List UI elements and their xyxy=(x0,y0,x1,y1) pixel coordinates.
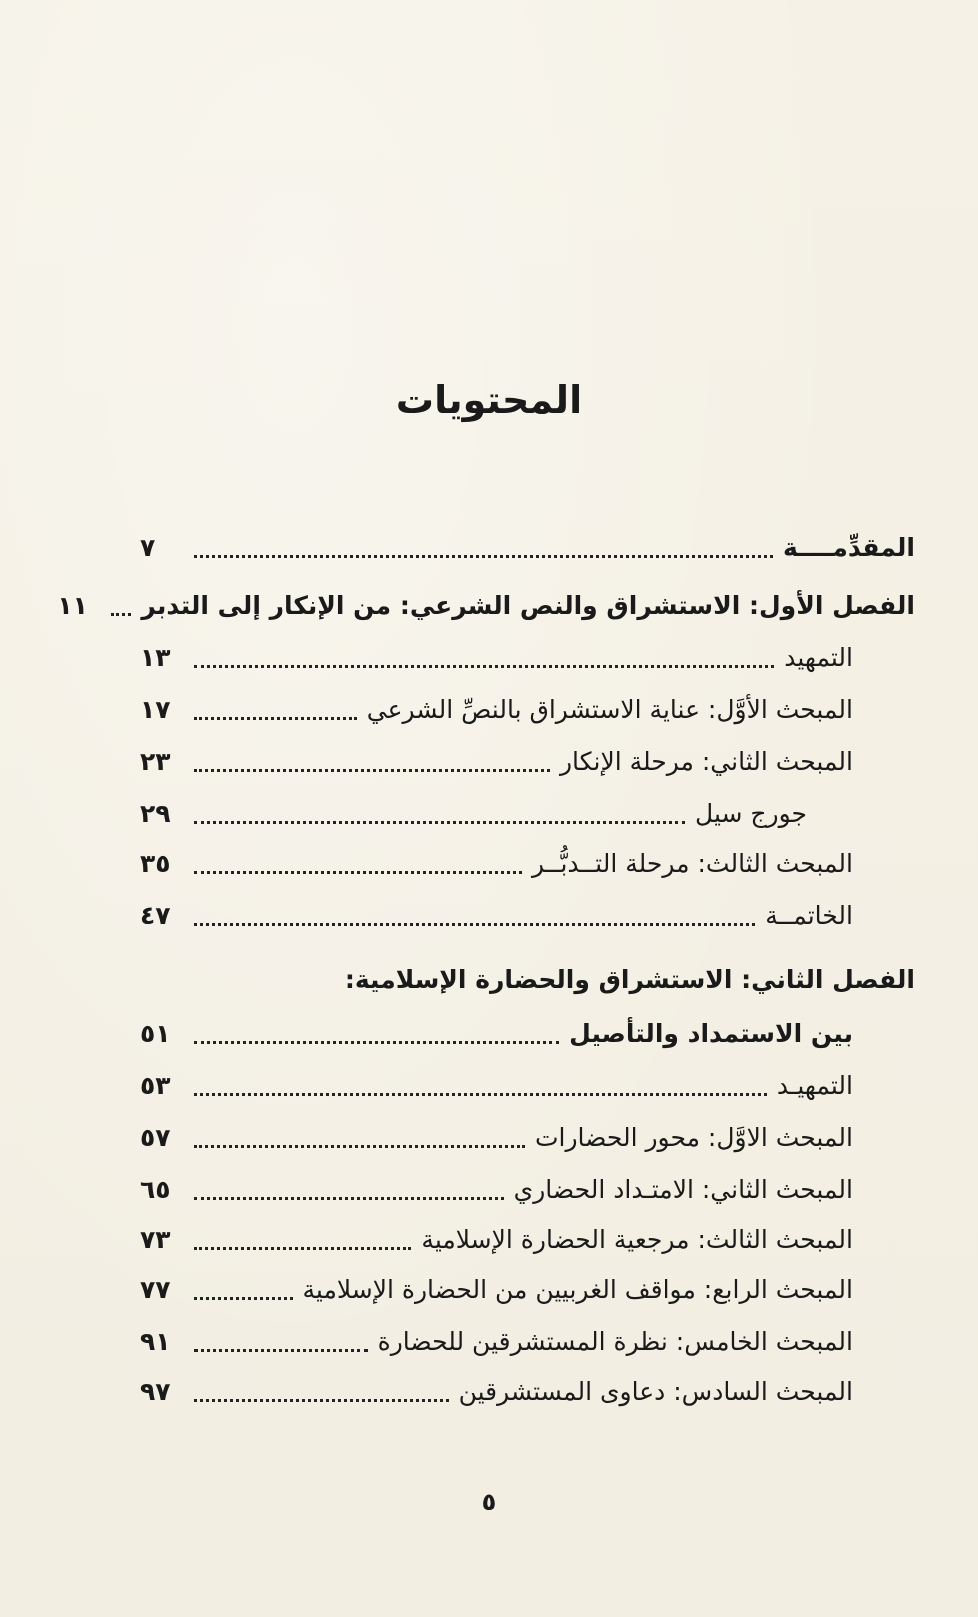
toc-entry-label: المبحث الأوَّل: عناية الاستشراق بالنصِّ الشرعي xyxy=(366,695,853,724)
toc-entry xyxy=(140,1218,915,1262)
dot-leader xyxy=(194,1093,767,1096)
dot-leader xyxy=(194,923,755,926)
toc-entry-label: المقدِّمــــة xyxy=(783,533,915,562)
dot-leader xyxy=(194,555,773,558)
dot-leader xyxy=(194,1297,293,1300)
toc-entry-label: المبحث الاوَّل: محور الحضارات xyxy=(534,1123,853,1152)
toc-entry-label: الخاتمــة xyxy=(765,901,853,930)
toc-entry-label: المبحث الثاني: الامتـداد الحضاري xyxy=(513,1175,853,1204)
toc-entry-page: ٧ xyxy=(140,533,156,562)
toc-entry-page: ١١ xyxy=(57,591,88,620)
toc-entry-page: ٧٣ xyxy=(140,1225,171,1254)
toc-entry-label: المبحث الرابع: مواقف الغربيين من الحضارة الإسلامية xyxy=(302,1275,853,1304)
toc-entry xyxy=(140,1064,915,1108)
toc-chapter-heading xyxy=(140,958,915,1002)
dot-leader xyxy=(111,613,131,616)
toc-entry-label: المبحث الخامس: نظرة المستشرقين للحضارة xyxy=(377,1327,853,1356)
dot-leader xyxy=(194,871,522,874)
toc-entry-page: ٥٣ xyxy=(140,1071,171,1100)
toc-entry-page: ٢٣ xyxy=(140,747,171,776)
dot-leader xyxy=(194,1399,449,1402)
toc-entry-page: ٥١ xyxy=(140,1019,171,1048)
dot-leader xyxy=(194,1349,368,1352)
toc-entry xyxy=(140,1168,915,1212)
toc-entry-label: المبحث السادس: دعاوى المستشرقين xyxy=(458,1377,853,1406)
toc-entry-page: ٩٧ xyxy=(140,1377,171,1406)
toc-entry xyxy=(140,688,915,732)
toc-entry-page: ٧٧ xyxy=(140,1275,171,1304)
toc-entry-page: ٣٥ xyxy=(140,849,171,878)
toc-entry xyxy=(140,894,915,938)
dot-leader xyxy=(194,1041,559,1044)
toc-entry xyxy=(140,1370,915,1414)
dot-leader xyxy=(194,665,774,668)
toc-entry-label: الفصل الأول: الاستشراق والنص الشرعي: من الإنكار إلى التدبر xyxy=(141,591,915,620)
toc-entry-label: المبحث الثالث: مرحلة التــدبُّــر xyxy=(532,849,853,878)
toc-entry-label: جورج سيل xyxy=(695,799,807,828)
page-title: المحتويات xyxy=(395,378,583,422)
toc-entry xyxy=(57,584,915,628)
dot-leader xyxy=(194,1197,504,1200)
toc-entry-page: ١٧ xyxy=(140,695,171,724)
dot-leader xyxy=(194,717,357,720)
dot-leader xyxy=(194,1247,411,1250)
toc-entry-page: ٤٧ xyxy=(140,901,171,930)
toc-entry xyxy=(140,842,915,886)
toc-entry-label: التمهيـد xyxy=(776,1071,853,1100)
toc-entry-label: الفصل الثاني: الاستشراق والحضارة الإسلامية: xyxy=(344,965,915,994)
toc-entry-label: بين الاستمداد والتأصيل xyxy=(569,1019,853,1048)
toc-entry xyxy=(140,1116,915,1160)
page-number: ٥ xyxy=(481,1488,497,1516)
toc-entry xyxy=(140,1320,915,1364)
toc-entry xyxy=(140,740,915,784)
dot-leader xyxy=(194,1145,525,1148)
toc-entry-page: ٩١ xyxy=(140,1327,171,1356)
toc-entry xyxy=(140,792,915,836)
toc-entry xyxy=(140,1268,915,1312)
toc-entry-label: المبحث الثاني: مرحلة الإنكار xyxy=(559,747,853,776)
toc-entry-page: ٢٩ xyxy=(140,799,171,828)
toc-entry xyxy=(140,526,915,570)
toc-entry xyxy=(140,1012,915,1056)
toc-entry-page: ٥٧ xyxy=(140,1123,171,1152)
dot-leader xyxy=(194,769,550,772)
toc-entry xyxy=(140,636,915,680)
toc-entry-page: ١٣ xyxy=(140,643,171,672)
toc-entry-label: المبحث الثالث: مرجعية الحضارة الإسلامية xyxy=(421,1225,853,1254)
toc-entry-page: ٦٥ xyxy=(140,1175,171,1204)
toc-entry-label: التمهيد xyxy=(784,643,853,672)
dot-leader xyxy=(194,821,685,824)
